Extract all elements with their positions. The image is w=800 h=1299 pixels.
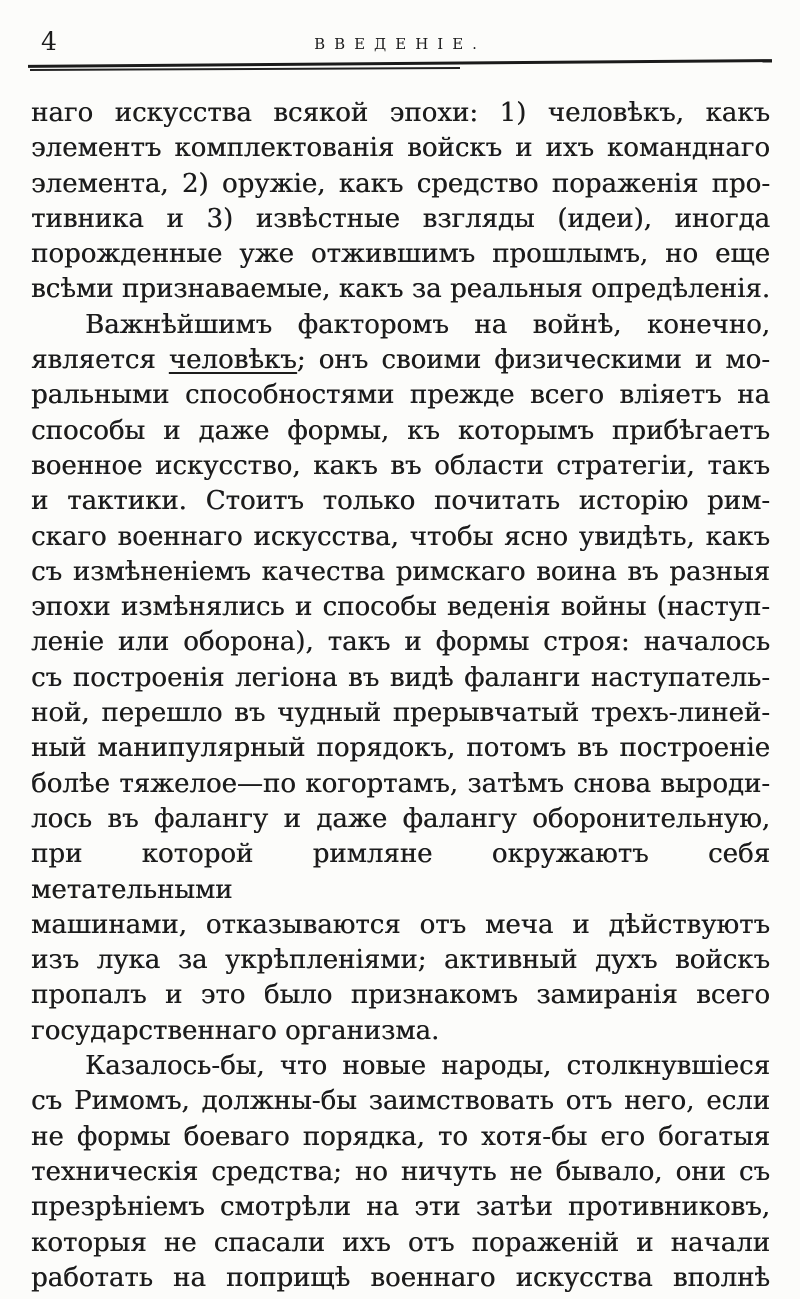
text-line: ный манипулярный порядокъ, потомъ въ построеніе <box>31 733 770 764</box>
text-line: военное искусство, какъ въ области стратегіи, такъ <box>31 450 770 481</box>
text-line: является человѣкъ; онъ своими физическими и мо- <box>31 345 770 376</box>
text-line: лось въ фалангу и даже фалангу оборонительную, <box>31 803 770 834</box>
text-line: ной, перешло въ чудный прерывчатый трехъ-линей- <box>31 698 770 729</box>
text-line: болѣе тяжелое—по когортамъ, затѣмъ снова выроди- <box>31 768 770 799</box>
text-line: которыя не спасали ихъ отъ пораженій и начали <box>31 1227 770 1258</box>
text-line: презрѣніемъ смотрѣли на эти затѣи противниковъ, <box>31 1192 770 1223</box>
text-line: элемента, 2) оружіе, какъ средство пораженія про- <box>31 168 770 199</box>
text-line: съ Римомъ, должны-бы заимствовать отъ него, если <box>31 1086 770 1117</box>
text-line: не формы боеваго порядка, то хотя-бы его богатыя <box>31 1121 770 1152</box>
text-line: Казалось-бы, что новые народы, столкнувшіеся <box>85 1051 770 1082</box>
text-line: наго искусства всякой эпохи: 1) человѣкъ, какъ <box>31 98 770 128</box>
text-line: скаго военнаго искусства, чтобы ясно увидѣть, какъ <box>31 521 770 552</box>
text-line: порожденные уже отжившимъ прошлымъ, но еще <box>31 239 770 270</box>
running-head: ВВЕДЕНІЕ. <box>314 35 486 53</box>
text-line: ральными способностями прежде всего вліяетъ на <box>31 380 770 411</box>
text-line: способы и даже формы, къ которымъ прибѣгаетъ <box>31 415 770 446</box>
page-number: 4 <box>41 27 57 56</box>
text-line: эпохи измѣнялись и способы веденія войны (наступ- <box>31 592 770 623</box>
text-line: всѣми признаваемые, какъ за реальныя опредѣленія. <box>31 274 770 305</box>
text-line: Важнѣйшимъ факторомъ на войнѣ, конечно, <box>85 309 770 340</box>
text-line: съ измѣненіемъ качества римскаго воина въ разныя <box>31 556 770 587</box>
text-line: элементъ комплектованія войскъ и ихъ команднаго <box>31 133 770 164</box>
text-line: при которой римляне окружаютъ себя метательными <box>31 839 770 905</box>
text-line: пропалъ и это было признакомъ замиранія всего <box>31 980 770 1011</box>
text-line: съ построенія легіона въ видѣ фаланги наступатель- <box>31 662 770 693</box>
text-line: государственнаго организма. <box>31 1015 440 1046</box>
text-block <box>31 96 770 1296</box>
text-line: тивника и 3) извѣстные взгляды (идеи), иногда <box>31 203 770 234</box>
text-line: леніе или оборона), такъ и формы строя: началось <box>31 627 770 658</box>
text-line: работать на поприщѣ военнаго искусства вполнѣ <box>31 1262 770 1293</box>
header-rule-secondary <box>30 67 460 71</box>
text-line: изъ лука за укрѣпленіями; активный духъ войскъ <box>31 945 770 976</box>
text-line: машинами, отказываются отъ меча и дѣйствуютъ <box>31 909 770 940</box>
underlined-word: человѣкъ <box>168 345 297 376</box>
text-line: и тактики. Стоитъ только почитать исторію рим- <box>31 486 770 517</box>
text-line: техническія средства; но ничуть не бывало, они съ <box>31 1156 770 1187</box>
